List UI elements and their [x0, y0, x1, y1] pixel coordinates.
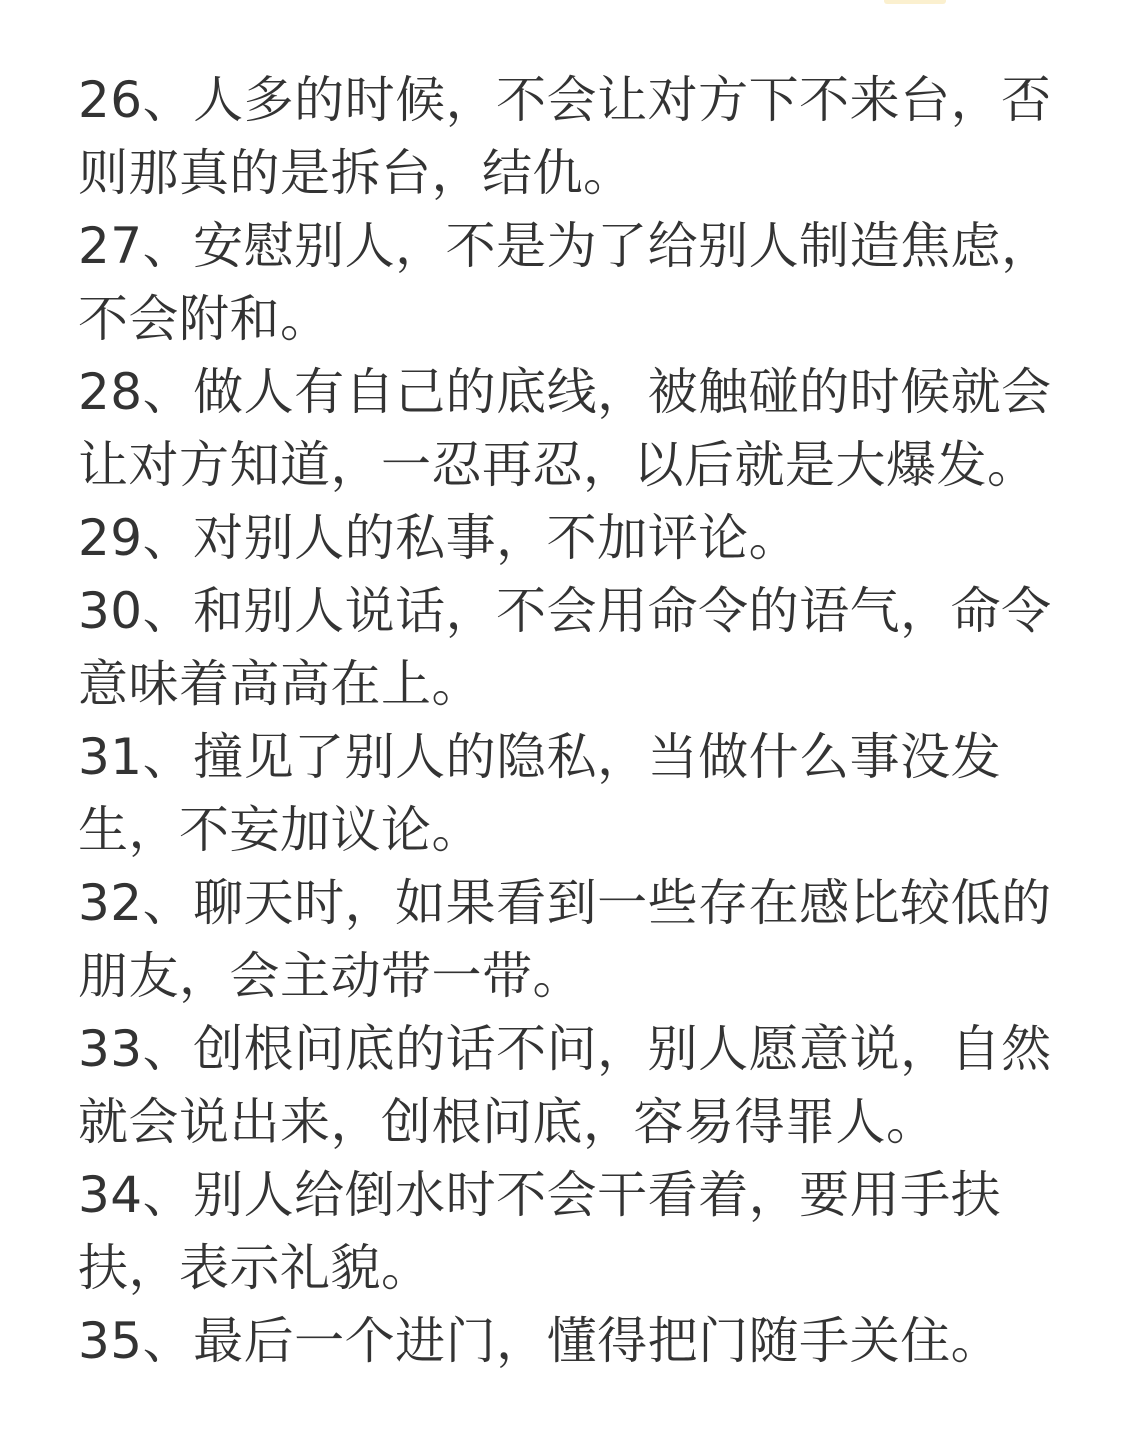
list-item [78, 356, 1102, 502]
list-item [78, 1013, 1102, 1159]
list-item [78, 575, 1102, 721]
list-item [78, 1159, 1102, 1305]
text-line: 33、创根问底的话不问，别人愿意说，自然 [78, 1020, 1052, 1078]
text-line: 就会说出来，创根问底，容易得罪人。 [78, 1093, 937, 1151]
list-item [78, 1305, 1102, 1378]
text-line: 31、撞见了别人的隐私，当做什么事没发 [78, 728, 1002, 786]
text-line: 34、别人给倒水时不会干看着，要用手扶 [78, 1166, 1002, 1224]
list-item [78, 502, 1102, 575]
text-line: 27、安慰别人，不是为了给别人制造焦虑， [78, 217, 1052, 275]
top-edge-fragment [884, 0, 946, 4]
text-line: 32、聊天时，如果看到一些存在感比较低的 [78, 874, 1052, 932]
text-line: 则那真的是拆台，结仇。 [78, 144, 634, 202]
text-line: 30、和别人说话，不会用命令的语气，命令 [78, 582, 1052, 640]
list-item [78, 64, 1102, 210]
text-line: 35、最后一个进门，懂得把门随手关住。 [78, 1312, 1002, 1370]
text-line: 让对方知道，一忍再忍，以后就是大爆发。 [78, 436, 1038, 494]
list-item [78, 210, 1102, 356]
text-line: 朋友，会主动带一带。 [78, 947, 583, 1005]
text-line: 29、对别人的私事，不加评论。 [78, 509, 800, 567]
text-line: 意味着高高在上。 [78, 655, 482, 713]
list-item [78, 721, 1102, 867]
text-line: 扶，表示礼貌。 [78, 1239, 432, 1297]
text-line: 不会附和。 [78, 290, 331, 348]
text-line: 26、人多的时候，不会让对方下不来台，否 [78, 71, 1052, 129]
text-line: 生，不妄加议论。 [78, 801, 482, 859]
text-line: 28、做人有自己的底线，被触碰的时候就会 [78, 363, 1052, 421]
list-item [78, 867, 1102, 1013]
